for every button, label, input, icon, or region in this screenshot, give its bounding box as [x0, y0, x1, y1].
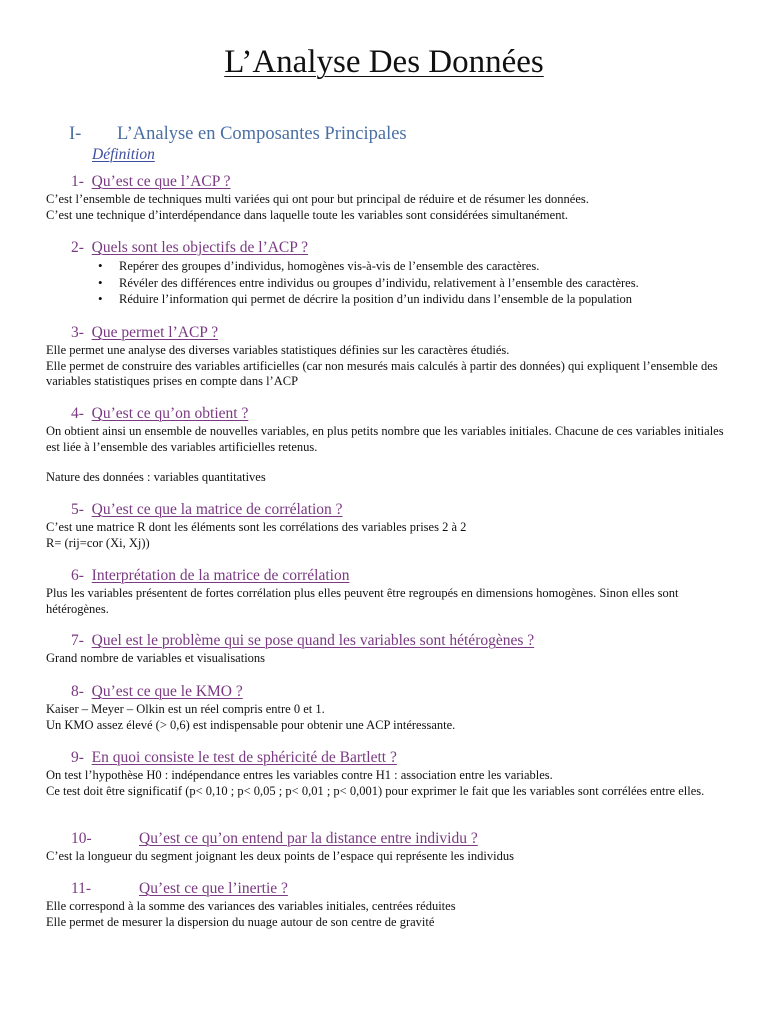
list-item: • Réduire l’information qui permet de décrire la position d’un individu dans l’ensemble de la population	[46, 291, 736, 308]
section-line: Plus les variables présentent de fortes corrélation plus elles peuvent être regroupés en dimensions homogènes. Sinon elles sont hétérogènes.	[46, 586, 679, 616]
section-number: 3-	[71, 324, 84, 341]
section-10	[46, 829, 736, 865]
section-question: Qu’est ce qu’on entend par la distance entre individu ?	[139, 830, 478, 847]
section-6	[46, 566, 736, 617]
list-item: • Repérer des groupes d’individus, homogènes vis-à-vis de l’ensemble des caractères.	[46, 258, 736, 275]
section-heading	[46, 682, 736, 702]
section-7	[46, 631, 736, 667]
section-question: En quoi consiste le test de sphéricité de Bartlett ?	[91, 749, 397, 766]
section-number: 4-	[71, 405, 84, 422]
section-2	[46, 238, 736, 308]
section-heading	[46, 879, 736, 899]
section-5	[46, 500, 736, 551]
section-question: Qu’est ce que la matrice de corrélation ?	[91, 501, 343, 518]
part-title: L’Analyse en Composantes Principales	[117, 124, 407, 144]
section-line: Un KMO assez élevé (> 0,6) est indispensable pour obtenir une ACP intéressante.	[46, 717, 456, 732]
section-number: 9-	[71, 749, 84, 766]
section-line: C’est une matrice R dont les éléments sont les corrélations des variables prises 2 à 2	[46, 520, 467, 534]
section-question: Quels sont les objectifs de l’ACP ?	[91, 239, 309, 256]
part-number: I-	[69, 124, 82, 144]
definition-subtitle: Définition	[92, 146, 155, 163]
section-line: Elle correspond à la somme des variances des variables initiales, centrées réduites	[46, 899, 456, 913]
section-question: Qu’est ce que le KMO ?	[91, 683, 243, 700]
section-line: Ce test doit être significatif (p< 0,10 ; p< 0,05 ; p< 0,01 ; p< 0,001) pour exprimer le fait que les variables sont corrélées entre elles.	[46, 783, 705, 798]
section-number: 8-	[71, 683, 84, 700]
section-line: On test l’hypothèse H0 : indépendance entres les variables contre H1 : association entre les variables.	[46, 768, 553, 782]
section-heading	[46, 829, 736, 849]
section-heading	[46, 631, 736, 651]
section-number: 5-	[71, 501, 84, 518]
section-4	[46, 404, 736, 486]
section-3	[46, 323, 736, 390]
section-line: Elle permet une analyse des diverses variables statistiques définies sur les caractères étudiés.	[46, 343, 510, 357]
section-heading	[46, 404, 736, 424]
section-question: Qu’est ce qu’on obtient ?	[91, 405, 249, 422]
section-number: 6-	[71, 567, 84, 584]
section-heading	[46, 323, 736, 343]
section-number: 2-	[71, 239, 84, 256]
section-number: 7-	[71, 632, 84, 649]
section-9	[46, 748, 736, 799]
section-heading	[46, 748, 736, 768]
section-question: Qu’est ce que l’ACP ?	[91, 173, 231, 190]
section-8	[46, 682, 736, 733]
part-heading	[69, 122, 407, 146]
section-line: C’est la longueur du segment joignant les deux points de l’espace qui représente les individus	[46, 849, 514, 863]
section-question: Que permet l’ACP ?	[91, 324, 219, 341]
section-question: Interprétation de la matrice de corrélation	[91, 567, 350, 584]
section-line: R= (rij=cor (Xi, Xj))	[46, 535, 150, 550]
section-heading	[46, 172, 736, 192]
section-1	[46, 172, 736, 223]
section-number: 1-	[71, 173, 84, 190]
section-question: Qu’est ce que l’inertie ?	[139, 880, 288, 897]
section-heading	[46, 500, 736, 520]
section-line: Kaiser – Meyer – Olkin est un réel compris entre 0 et 1.	[46, 702, 325, 716]
list-item: • Révéler des différences entre individus ou groupes d’individu, relativement à l’ensemble des caractères.	[46, 275, 736, 292]
section-line: Grand nombre de variables et visualisations	[46, 651, 266, 665]
section-line: C’est l’ensemble de techniques multi variées qui ont pour but principal de réduire et de résumer les données.	[46, 192, 589, 206]
section-question: Quel est le problème qui se pose quand les variables sont hétérogènes ?	[91, 632, 535, 649]
section-line: C’est une technique d’interdépendance dans laquelle toute les variables sont considérées simultanément.	[46, 207, 569, 222]
section-line: Elle permet de construire des variables artificielles (car non mesurés mais calculés à partir des données) qui expliquent l’ensemble des variables statistiques prises en compte dans l’ACP	[46, 358, 718, 388]
section-heading	[46, 238, 736, 258]
section-note: Nature des données : variables quantitatives	[46, 470, 266, 484]
section-number: 10-	[71, 830, 92, 847]
objectives-list	[46, 258, 736, 308]
section-line: Elle permet de mesurer la dispersion du nuage autour de son centre de gravité	[46, 914, 435, 929]
section-heading	[46, 566, 736, 586]
section-number: 11-	[71, 880, 92, 897]
section-11	[46, 879, 736, 930]
section-line: On obtient ainsi un ensemble de nouvelles variables, en plus petits nombre que les variables initiales. Chacune de ces variables initiales est liée à l’ensemble des variables artificielles retenus.	[46, 424, 724, 454]
document-title: L’Analyse Des Données	[224, 44, 544, 80]
